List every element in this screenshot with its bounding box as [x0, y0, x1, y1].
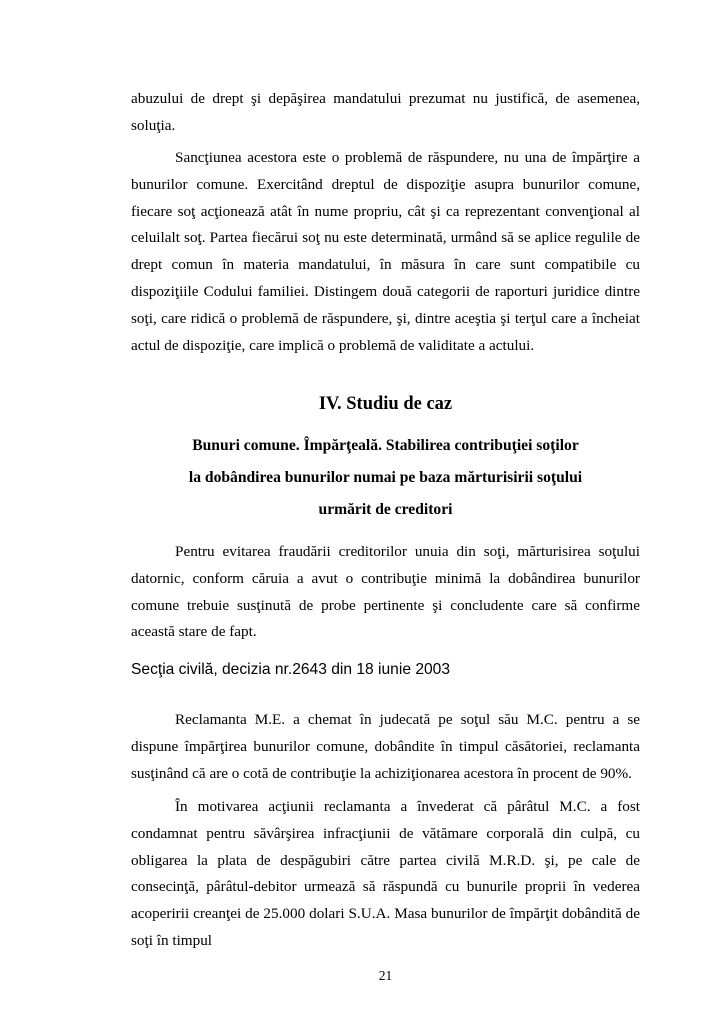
paragraph-abuse-of-right: abuzului de drept şi depăşirea mandatului prezumat nu justifică, de asemenea, soluţia. [131, 90, 640, 134]
case-title-line-3: urmărit de creditori [318, 501, 453, 518]
paragraph-creditor-fraud: Pentru evitarea fraudării creditorilor unuia din soţi, mărturisirea soţului datornic, conform căruia a avut o contribuţie minimă la dobândirea bunurilor comune trebuie susţinută de probe pertinente şi concludente care să confirme această stare de fapt. [131, 543, 640, 641]
paragraph-sanction-liability: Sancţiunea acestora este o problemă de răspundere, nu una de împărţire a bunurilor comune. Exercitând dreptul de dispoziţie asupra bunurilor comune, fiecare soţ acţionează atât în nume propriu, cât şi ca reprezentant convenţional al celuilalt soţ. Partea fiecărui soţ nu este determinată, urmând să se aplice regulile de drept comun în materia mandatului, în măsura în care sunt compatibile cu dispoziţiile Codului familiei. Distingem două categorii de raporturi juridice dintre soţi, care ridică o problemă de răspundere, şi, dintre aceştia şi terţul care a încheiat actul de dispoziţie, care implică o problemă de validitate a actului. [131, 149, 640, 354]
court-decision-reference: Secţia civilă, decizia nr.2643 din 18 iunie 2003 [131, 661, 451, 678]
section-title: IV. Studiu de caz [318, 394, 453, 414]
paragraph-motivation: În motivarea acţiunii reclamanta a învederat că pârâtul M.C. a fost condamnat pentru săvârşirea infracţiunii de vătămare corporală din culpă, cu obligarea la plata de despăgubiri către partea civilă M.R.D. şi, pe cale de consecinţă, pârâtul-debitor urmează să răspundă cu bunurile proprii în vederea acoperirii creanţei de 25.000 dolari S.U.A. Masa bunurilor de împărţit dobândită de soţi în timpul [131, 798, 640, 949]
case-title-line-2: la dobândirea bunurilor numai pe baza mărturisirii soţului [188, 469, 583, 486]
paragraph-claim: Reclamanta M.E. a chemat în judecată pe soţul său M.C. pentru a se dispune împărţirea bunurilor comune, dobândite în timpul căsătoriei, reclamanta susţinând că are o cotă de contribuţie la achiziţionarea acestora în procent de 90%. [131, 711, 640, 782]
case-title-line-1: Bunuri comune. Împărţeală. Stabilirea contribuţiei soţilor [192, 437, 579, 454]
page-number: 21 [378, 968, 393, 983]
